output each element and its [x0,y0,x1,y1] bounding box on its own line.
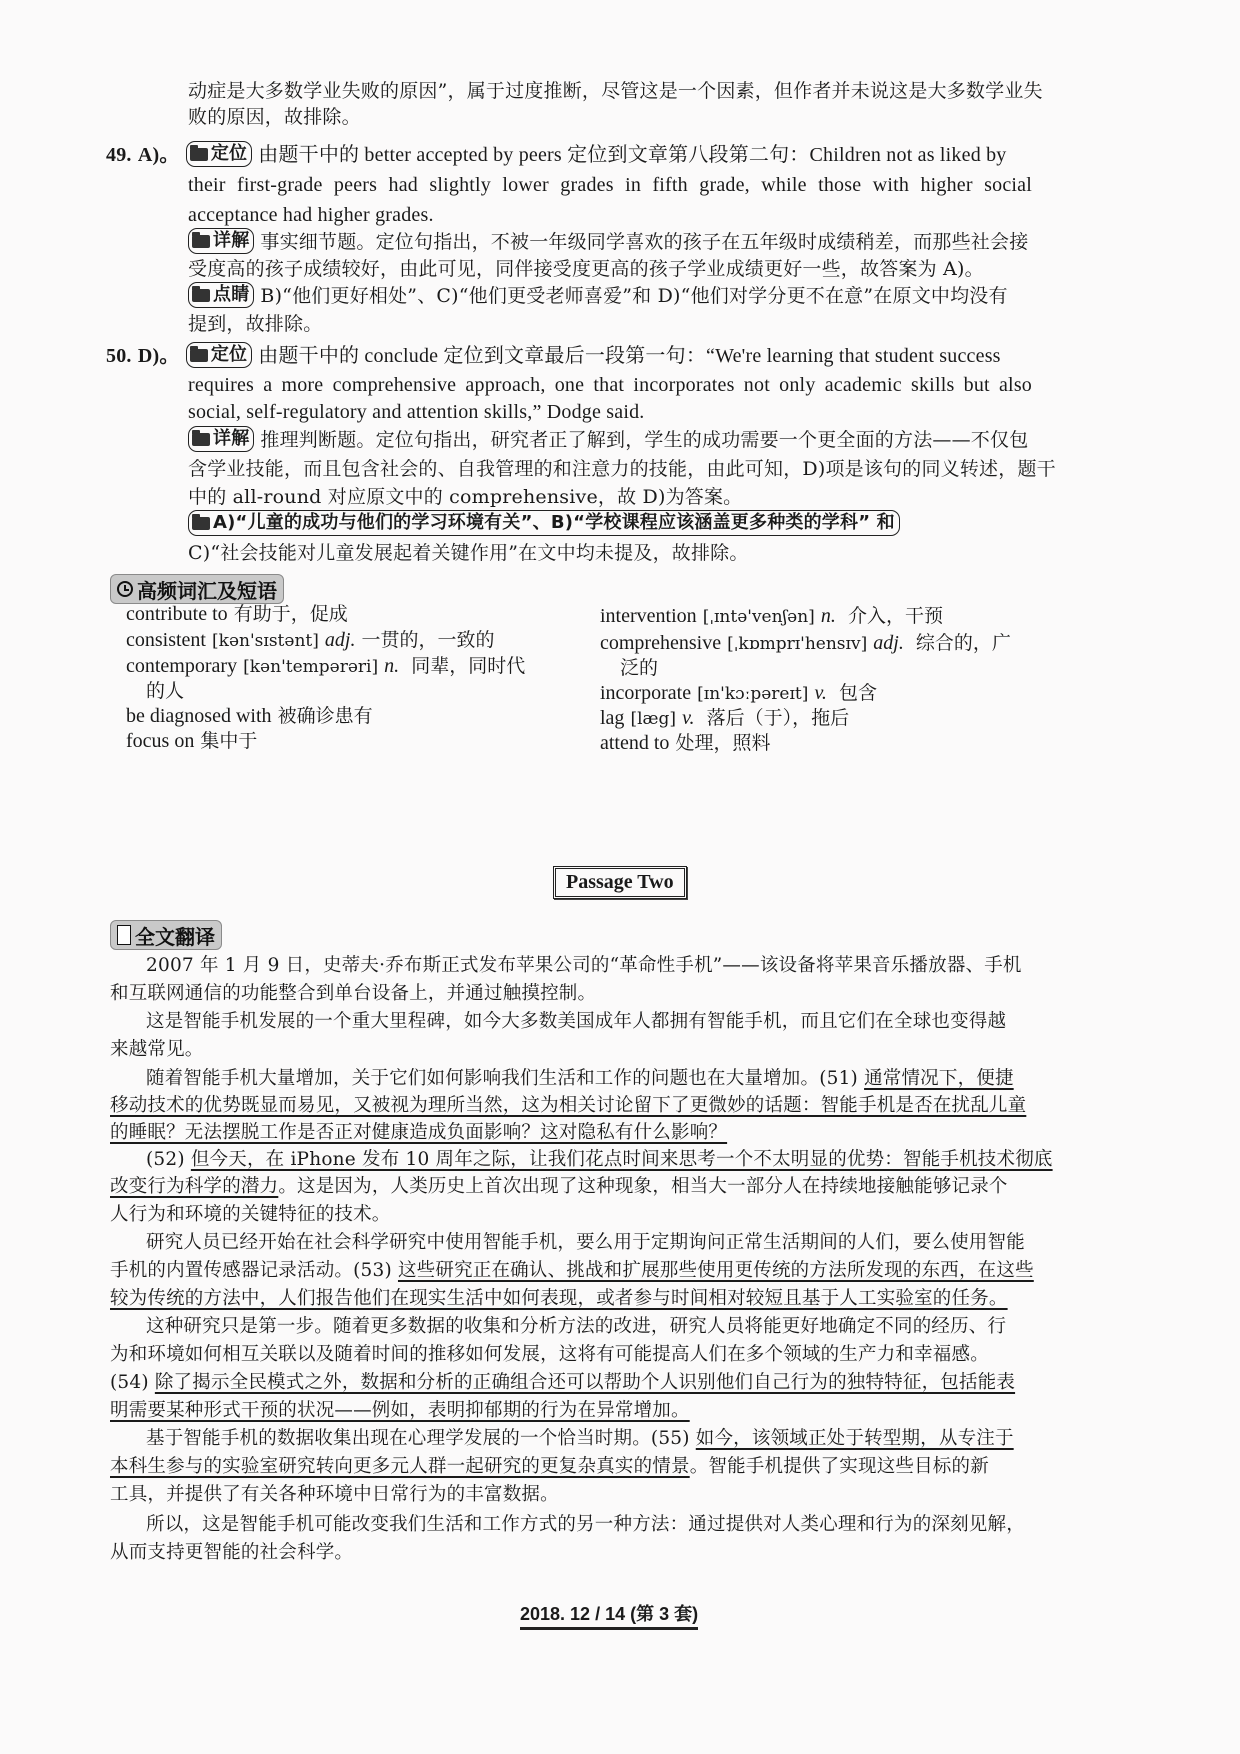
translation-line: 和互联网通信的功能整合到单台设备上，并通过触摸控制。 [110,983,597,1004]
underlined-answer-51: 通常情况下，便捷 [864,1068,1014,1089]
translation-line: 手机的内置传感器记录活动。(53) 这些研究正在确认、挑战和扩展那些使用更传统的方法所发现的东西，在这些 [110,1260,1034,1281]
page-footer: 2018. 12 / 14 (第 3 套) [520,1600,698,1630]
answer-letter: A)。 [137,144,180,166]
q49-locate-text: 由题干中的 better accepted by peers 定位到文章第八段第二句：Children not as liked by [258,144,1007,166]
q50-locate-text: 由题干中的 conclude 定位到文章最后一段第一句：“We're learning that student success [258,345,1001,367]
underlined-answer-53: 较为传统的方法中，人们报告他们在现实生活中如何表现，或者参与时间相对较短且基于人工实验室的任务。 [110,1288,1008,1309]
q49-tip: 点睛 B)“他们更好相处”、C)“他们更受老师喜爱”和 D)“他们对学分更不在意”在原文中均没有 [188,283,1008,310]
translation-line: (54) 除了揭示全民模式之外，数据和分析的正确组合还可以帮助个人识别他们自己行为的独特特征，包括能表 [110,1372,1016,1393]
locate-tag: 定位 [186,342,252,368]
vocab-item: contemporary [kən'tempərəri] n. 同辈，同时代 [126,655,526,677]
locate-tag: 定位 [186,141,252,167]
translation-line: 这是智能手机发展的一个重大里程碑，如今大多数美国成年人都拥有智能手机，而且它们在全球也变得越 [146,1011,1007,1032]
underlined-answer-53: 这些研究正在确认、挑战和扩展那些使用更传统的方法所发现的东西，在这些 [397,1260,1034,1281]
folder-icon [192,517,210,530]
underlined-answer-52: 但今天，在 iPhone 发布 10 周年之际，让我们花点时间来思考一个不太明显的优势：智能手机技术彻底 [190,1149,1053,1170]
q50-tip-line: C)“社会技能对儿童发展起着关键作用”在文中均未提及，故排除。 [188,542,749,564]
q48-explanation-line: 动症是大多数学业失败的原因”，属于过度推断，尽管这是一个因素，但作者并未说这是大多数学业失 [188,80,1043,102]
question-number: 49. [106,144,132,166]
explain-tag: 详解 [188,228,254,254]
translation-line: 工具，并提供了有关各种环境中日常行为的丰富数据。 [110,1484,559,1505]
q49-locate-line: their first-grade peers had slightly lower grades in fifth grade, while those with higher social [188,174,1032,196]
translation-line: 基于智能手机的数据收集出现在心理学发展的一个恰当时期。(55) 如今，该领域正处于转型期，从专注于 [146,1428,1014,1449]
q50-explain-line: 含学业技能，而且包含社会的、自我管理的和注意力的技能，由此可知，D)项是该句的同义转述，题干 [188,458,1056,480]
q49-explain-line: 受度高的孩子成绩较好，由此可见，同伴接受度更高的孩子学业成绩更好一些，故答案为 A)。 [188,258,984,280]
underlined-answer-51: 的睡眠？无法摆脱工作是否正对健康造成负面影响？这对隐私有什么影响？ [110,1122,728,1143]
translation-line: 人行为和环境的关键特征的技术。 [110,1204,391,1225]
question-number: 50. [106,345,132,367]
underlined-answer-52: 改变行为科学的潜力 [110,1176,279,1197]
q50-tip [188,511,906,538]
folder-icon [190,148,208,161]
folder-icon [192,289,210,302]
q49-locate-line: acceptance had higher grades. [188,204,434,226]
tip-tag: A)“儿童的成功与他们的学习环境有关”、B)“学校课程应该涵盖更多种类的学科” 和 [188,510,900,536]
translation-line: 本科生参与的实验室研究转向更多元人群一起研究的更复杂真实的情景。智能手机提供了实现这些目标的新 [110,1456,989,1477]
vocab-item: attend to 处理，照料 [600,732,771,754]
answer-letter: D)。 [137,345,180,367]
translation-line: 这种研究只是第一步。随着更多数据的收集和分析方法的改进，研究人员将能更好地确定不同的经历、行 [146,1316,1007,1337]
clock-icon [117,581,133,597]
q50-explain-line: 中的 all-round 对应原文中的 comprehensive，故 D)为答案。 [188,486,743,508]
translation-line: 改变行为科学的潜力。这是因为，人类历史上首次出现了这种现象，相当大一部分人在持续地接触能够记录个 [110,1176,1008,1197]
underlined-answer-54: 明需要某种形式干预的状况——例如，表明抑郁期的行为在异常增加。 [110,1400,690,1421]
vocab-section-header: 高频词汇及短语 [110,574,284,604]
tip-tag: 点睛 [188,282,254,308]
vocab-item: be diagnosed with 被确诊患有 [126,705,373,727]
q50-locate-line: social, self-regulatory and attention skills,” Dodge said. [188,401,645,423]
translation-line: (52) 但今天，在 iPhone 发布 10 周年之际，让我们花点时间来思考一个不太明显的优势：智能手机技术彻底 [146,1149,1053,1170]
passage-title: Passage Two [553,866,687,899]
q50-explain: 详解 推理判断题。定位句指出，研究者正了解到，学生的成功需要一个更全面的方法——不仅包 [188,427,1028,454]
underlined-answer-55: 本科生参与的实验室研究转向更多元人群一起研究的更复杂真实的情景 [110,1456,690,1477]
translation-line: 2007 年 1 月 9 日，史蒂夫·乔布斯正式发布苹果公司的“革命性手机”——该设备将苹果音乐播放器、手机 [146,955,1022,976]
vocab-item: focus on 集中于 [126,730,258,752]
underlined-answer-54: 除了揭示全民模式之外，数据和分析的正确组合还可以帮助个人识别他们自己行为的独特特征，包括能表 [154,1372,1016,1393]
vocab-item-cont: 的人 [146,680,185,702]
translation-line: 随着智能手机大量增加，关于它们如何影响我们生活和工作的问题也在大量增加。(51) 通常情况下，便捷 [146,1068,1014,1089]
q49-block [106,142,1007,169]
vocab-item: contribute to 有助于，促成 [126,603,348,625]
folder-icon [192,235,210,248]
q48-explanation-line: 败的原因，故排除。 [188,106,361,128]
underlined-answer-55: 如今，该领域正处于转型期，从专注于 [695,1428,1014,1449]
vocab-item: lag [læg] v. 落后（于），拖后 [600,707,850,729]
vocab-item: intervention [ˌɪntə'venʃən] n. 介入，干预 [600,605,943,627]
explain-tag: 详解 [188,426,254,452]
vocab-item-cont: 泛的 [620,657,659,679]
q49-tip-line: 提到，故排除。 [188,313,323,335]
q50-locate-line: requires a more comprehensive approach, one that incorporates not only academic skills but also [188,374,1032,396]
q49-explain: 详解 事实细节题。定位句指出，不被一年级同学喜欢的孩子在五年级时成绩稍差，而那些社会接 [188,229,1028,256]
book-icon [117,925,131,945]
q50-block [106,343,1001,370]
vocab-item: comprehensive [ˌkɒmprɪ'hensɪv] adj. 综合的，广 [600,632,1011,654]
translation-line: 所以，这是智能手机可能改变我们生活和工作方式的另一种方法：通过提供对人类心理和行为的深刻见解， [146,1514,1025,1535]
translation-section-header: 全文翻译 [110,920,222,950]
vocab-item: incorporate [ɪn'kɔːpəreɪt] v. 包含 [600,682,877,704]
folder-icon [192,433,210,446]
translation-line: 来越常见。 [110,1039,204,1060]
translation-line: 从而支持更智能的社会科学。 [110,1542,354,1563]
translation-line: 研究人员已经开始在社会科学研究中使用智能手机，要么用于定期询问正常生活期间的人们，要么使用智能 [146,1232,1025,1253]
translation-line: 为和环境如何相互关联以及随着时间的推移如何发展，这将有可能提高人们在多个领域的生产力和幸福感。 [110,1344,989,1365]
folder-icon [190,349,208,362]
vocab-item: consistent [kən'sɪstənt] adj. 一贯的，一致的 [126,629,495,651]
underlined-answer-51: 移动技术的优势既显而易见，又被视为理所当然，这为相关讨论留下了更微妙的话题：智能手机是否在扰乱儿童 [110,1095,1027,1116]
